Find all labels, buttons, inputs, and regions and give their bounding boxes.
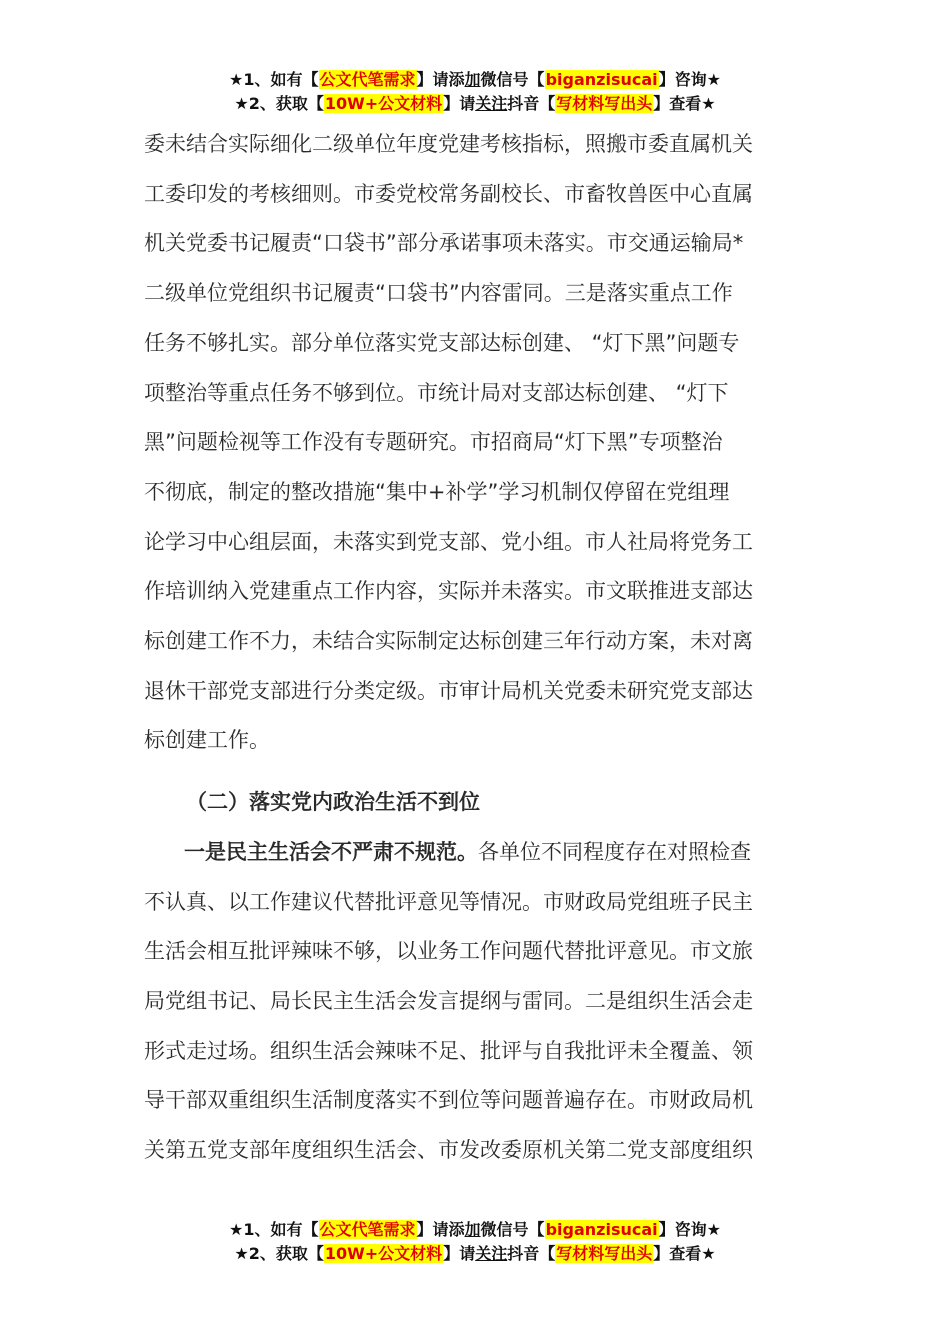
- text-line: 标创建工作。: [144, 728, 270, 753]
- banner-highlight: 10W+公文材料: [324, 1244, 443, 1263]
- banner-line-1: [0, 68, 950, 92]
- banner-underlined-text: 关注: [475, 1244, 508, 1263]
- text-line: 委未结合实际细化二级单位年度党建考核指标，照搬市委直属机关: [144, 132, 753, 156]
- text-line: 标创建工作不力，未结合实际制定达标创建三年行动方案，未对离: [144, 629, 753, 654]
- footer-banner: [0, 1218, 950, 1266]
- text-line: 二级单位党组织书记履责“口袋书”内容雷同。三是落实重点工作: [144, 281, 733, 306]
- banner-text: 抖音【: [507, 1244, 556, 1263]
- paragraph-1: [144, 120, 804, 766]
- banner-underlined-text: 加: [464, 70, 481, 89]
- banner-text: 】咨询★: [658, 1220, 721, 1239]
- banner-douyin-id: 写材料写出头: [556, 1244, 653, 1263]
- text-line: [144, 828, 804, 878]
- banner-text: ★1、如有【: [229, 70, 319, 89]
- banner-text: ★2、获取【: [234, 94, 324, 113]
- text-line: 工委印发的考核细则。市委党校常务副校长、市畜牧兽医中心直属: [144, 181, 753, 206]
- text-line: 作培训纳入党建重点工作内容，实际并未落实。市文联推进支部达: [144, 579, 753, 604]
- text-line: 导干部双重组织生活制度落实不到位等问题普遍存在。市财政局机: [144, 1088, 753, 1113]
- text-line: 形式走过场。组织生活会辣味不足、批评与自我批评未全覆盖、领: [144, 1038, 753, 1063]
- text-line: 项整治等重点任务不够到位。市统计局对支部达标创建、 “灯下: [144, 380, 729, 405]
- text-line: 退休干部党支部进行分类定级。市审计局机关党委未研究党支部达: [144, 678, 753, 703]
- document-body: [144, 120, 804, 1176]
- text-line: 机关党委书记履责“口袋书”部分承诺事项未落实。市交通运输局*: [144, 231, 744, 256]
- banner-line-2: [0, 1242, 950, 1266]
- banner-text: 】请添: [416, 1220, 465, 1239]
- banner-text: 抖音【: [507, 94, 556, 113]
- banner-highlight: 公文代笔需求: [319, 70, 416, 89]
- banner-underlined-text: 关注: [475, 94, 508, 113]
- text-line: 论学习中心组层面，未落实到党支部、党小组。市人社局将党务工: [144, 529, 753, 554]
- banner-text: 微信号【: [480, 1220, 545, 1239]
- banner-highlight: 10W+公文材料: [324, 94, 443, 113]
- text-line: 局党组书记、局长民主生活会发言提纲与雷同。二是组织生活会走: [144, 988, 753, 1013]
- banner-text: ★1、如有【: [229, 1220, 319, 1239]
- lead-sentence: 一是民主生活会不严肃不规范。: [184, 839, 478, 864]
- banner-text: 】查看★: [653, 1244, 716, 1263]
- banner-text: 微信号【: [480, 70, 545, 89]
- text-line: 生活会相互批评辣味不够，以业务工作问题代替批评意见。市文旅: [144, 939, 753, 964]
- header-banner: [0, 68, 950, 116]
- banner-text: 】请添: [416, 70, 465, 89]
- banner-douyin-id: 写材料写出头: [556, 94, 653, 113]
- text-span: 各单位不同程度存在对照检查: [478, 839, 751, 864]
- banner-text: 】请: [443, 1244, 476, 1263]
- banner-wechat-id: biganzisucai: [545, 1220, 658, 1239]
- banner-highlight: 公文代笔需求: [319, 1220, 416, 1239]
- banner-wechat-id: biganzisucai: [545, 70, 658, 89]
- text-line: 任务不够扎实。部分单位落实党支部达标创建、 “灯下黑”问题专: [144, 330, 740, 355]
- banner-text: 】咨询★: [658, 70, 721, 89]
- text-line: 关第五党支部年度组织生活会、市发改委原机关第二党支部度组织: [144, 1138, 753, 1163]
- section-heading: （二）落实党内政治生活不到位: [186, 790, 480, 815]
- banner-underlined-text: 加: [464, 1220, 481, 1239]
- text-line: 不彻底，制定的整改措施“集中+补学”学习机制仅停留在党组理: [144, 479, 730, 504]
- banner-text: 】请: [443, 94, 476, 113]
- banner-text: ★2、获取【: [234, 1244, 324, 1263]
- banner-line-1: [0, 1218, 950, 1242]
- banner-line-2: [0, 92, 950, 116]
- banner-text: 】查看★: [653, 94, 716, 113]
- text-line: 黑”问题检视等工作没有专题研究。市招商局“灯下黑”专项整治: [144, 430, 723, 455]
- text-line: 不认真、以工作建议代替批评意见等情况。市财政局党组班子民主: [144, 889, 753, 914]
- paragraph-2: [144, 828, 804, 1176]
